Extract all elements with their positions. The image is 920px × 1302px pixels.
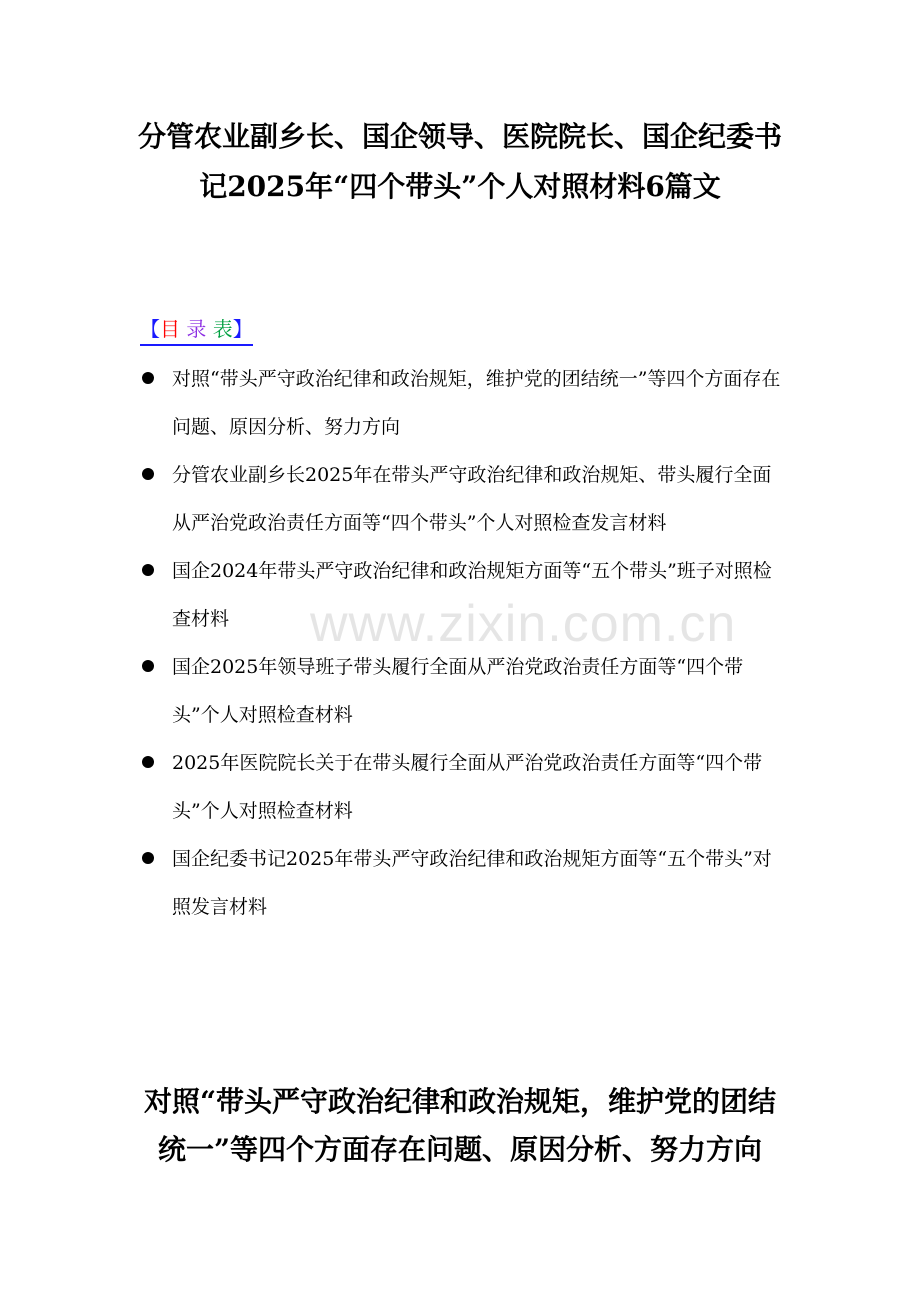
document-title: 分管农业副乡长、国企领导、医院院长、国企纪委书记2025年“四个带头”个人对照材料6篇文 [137,120,782,203]
toc-item-text: 2025年医院院长关于在带头履行全面从严治党政治责任方面等“四个带头”个人对照检查材料 [172,752,763,822]
bullet-icon [142,756,154,768]
toc-item-text: 国企2024年带头严守政治纪律和政治规矩方面等“五个带头”班子对照检查材料 [172,560,772,630]
toc-item[interactable] [140,355,790,451]
toc-word-mu: 目 [160,317,180,341]
toc-item-text: 国企2025年领导班子带头履行全面从严治党政治责任方面等“四个带头”个人对照检查材料 [172,656,744,726]
watermark: www.zixin.com.cn [310,595,737,653]
toc-item-text: 分管农业副乡长2025年在带头严守政治纪律和政治规矩、带头履行全面从严治党政治责任方面等“四个带头”个人对照检查发言材料 [172,464,772,534]
toc-word-lu: 录 [186,317,207,341]
toc-item[interactable] [140,643,790,739]
toc-list [140,355,790,931]
bullet-icon [142,468,154,480]
toc-item[interactable] [140,739,790,835]
toc-item[interactable] [140,547,790,643]
toc-bracket-close: 】 [232,317,253,341]
bullet-icon [142,564,154,576]
bullet-icon [142,660,154,672]
toc-item-text: 国企纪委书记2025年带头严守政治纪律和政治规矩方面等“五个带头”对照发言材料 [172,848,772,918]
toc-item[interactable] [140,451,790,547]
toc-bracket-open: 【 [140,317,160,341]
section-title: 对照“带头严守政治纪律和政治规矩，维护党的团结统一”等四个方面存在问题、原因分析、努力方向 [143,1085,777,1166]
toc-item[interactable] [140,835,790,931]
toc-word-biao: 表 [212,317,233,341]
toc-item-text: 对照“带头严守政治纪律和政治规矩，维护党的团结统一”等四个方面存在问题、原因分析、努力方向 [172,368,781,438]
bullet-icon [142,372,154,384]
toc-heading[interactable] [140,314,253,346]
bullet-icon [142,852,154,864]
